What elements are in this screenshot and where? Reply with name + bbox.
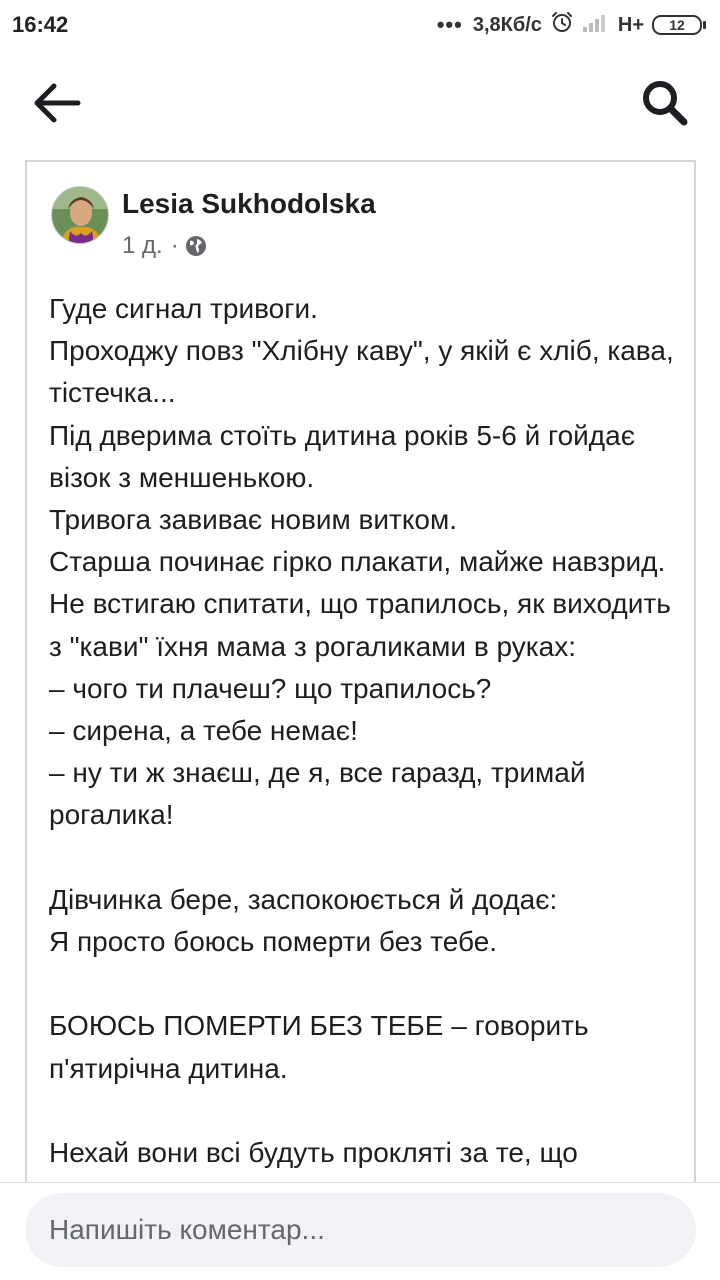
post-line: Нехай вони всі будуть прокляті за те, що [49, 1137, 578, 1169]
post-line: Проходжу повз "Хлібну каву", у якій є хліб, кава, тістечка... [49, 335, 674, 409]
post-paragraph [49, 1132, 679, 1174]
battery-icon [652, 15, 706, 35]
author-name[interactable]: Lesia Sukhodolska [122, 188, 376, 219]
comment-bar [0, 1182, 720, 1280]
post-line: – сирена, а тебе немає! [49, 715, 358, 747]
status-indicators [437, 11, 706, 39]
globe-icon [185, 235, 207, 257]
post-card [25, 160, 696, 1220]
post-line: Дівчинка бере, заспокоюється й додає: [49, 883, 558, 915]
status-bar [0, 0, 720, 52]
alarm-clock-icon [550, 10, 574, 40]
battery-level: 12 [652, 15, 702, 35]
notification-dots: ••• [436, 12, 463, 37]
post-line: Тривога завиває новим витком. [49, 504, 458, 536]
avatar[interactable] [51, 186, 109, 244]
post-line: Під дверима стоїть дитина років 5-6 й гойдає візок з меншенькою. [49, 419, 636, 493]
post-line: Я просто боюсь померти без тебе. [49, 926, 498, 958]
network-type: H+ [617, 13, 644, 36]
post-line: Старша починає гірко плакати, майже навзрид. Не встигаю спитати, що трапилось, як виходить з "кави" їхня мама з рогаликами в руках: [49, 546, 671, 662]
post-paragraph [49, 1005, 679, 1089]
post-line: БОЮСЬ ПОМЕРТИ БЕЗ ТЕБЕ – говорить п'ятирічна дитина. [49, 1010, 589, 1084]
signal-strength-icon [582, 11, 610, 39]
post-line: Гуде сигнал тривоги. [49, 293, 318, 324]
post-time[interactable]: 1 д. [122, 232, 163, 259]
arrow-left-icon [30, 80, 82, 126]
post-line: – ну ти ж знаєш, де я, все гаразд, тримай рогалика! [49, 757, 586, 831]
post-text [49, 288, 679, 1174]
comment-input[interactable] [25, 1193, 696, 1267]
back-button[interactable] [30, 80, 82, 126]
status-time: 16:42 [12, 12, 69, 37]
search-icon [640, 78, 690, 128]
post-paragraph [49, 288, 679, 837]
meta-separator: · [170, 232, 179, 259]
post-meta [122, 232, 207, 260]
search-button[interactable] [640, 78, 690, 128]
post-paragraph [49, 879, 679, 963]
network-speed: 3,8Кб/с [472, 13, 542, 36]
post-line: – чого ти плачеш? що трапилось? [49, 672, 492, 704]
